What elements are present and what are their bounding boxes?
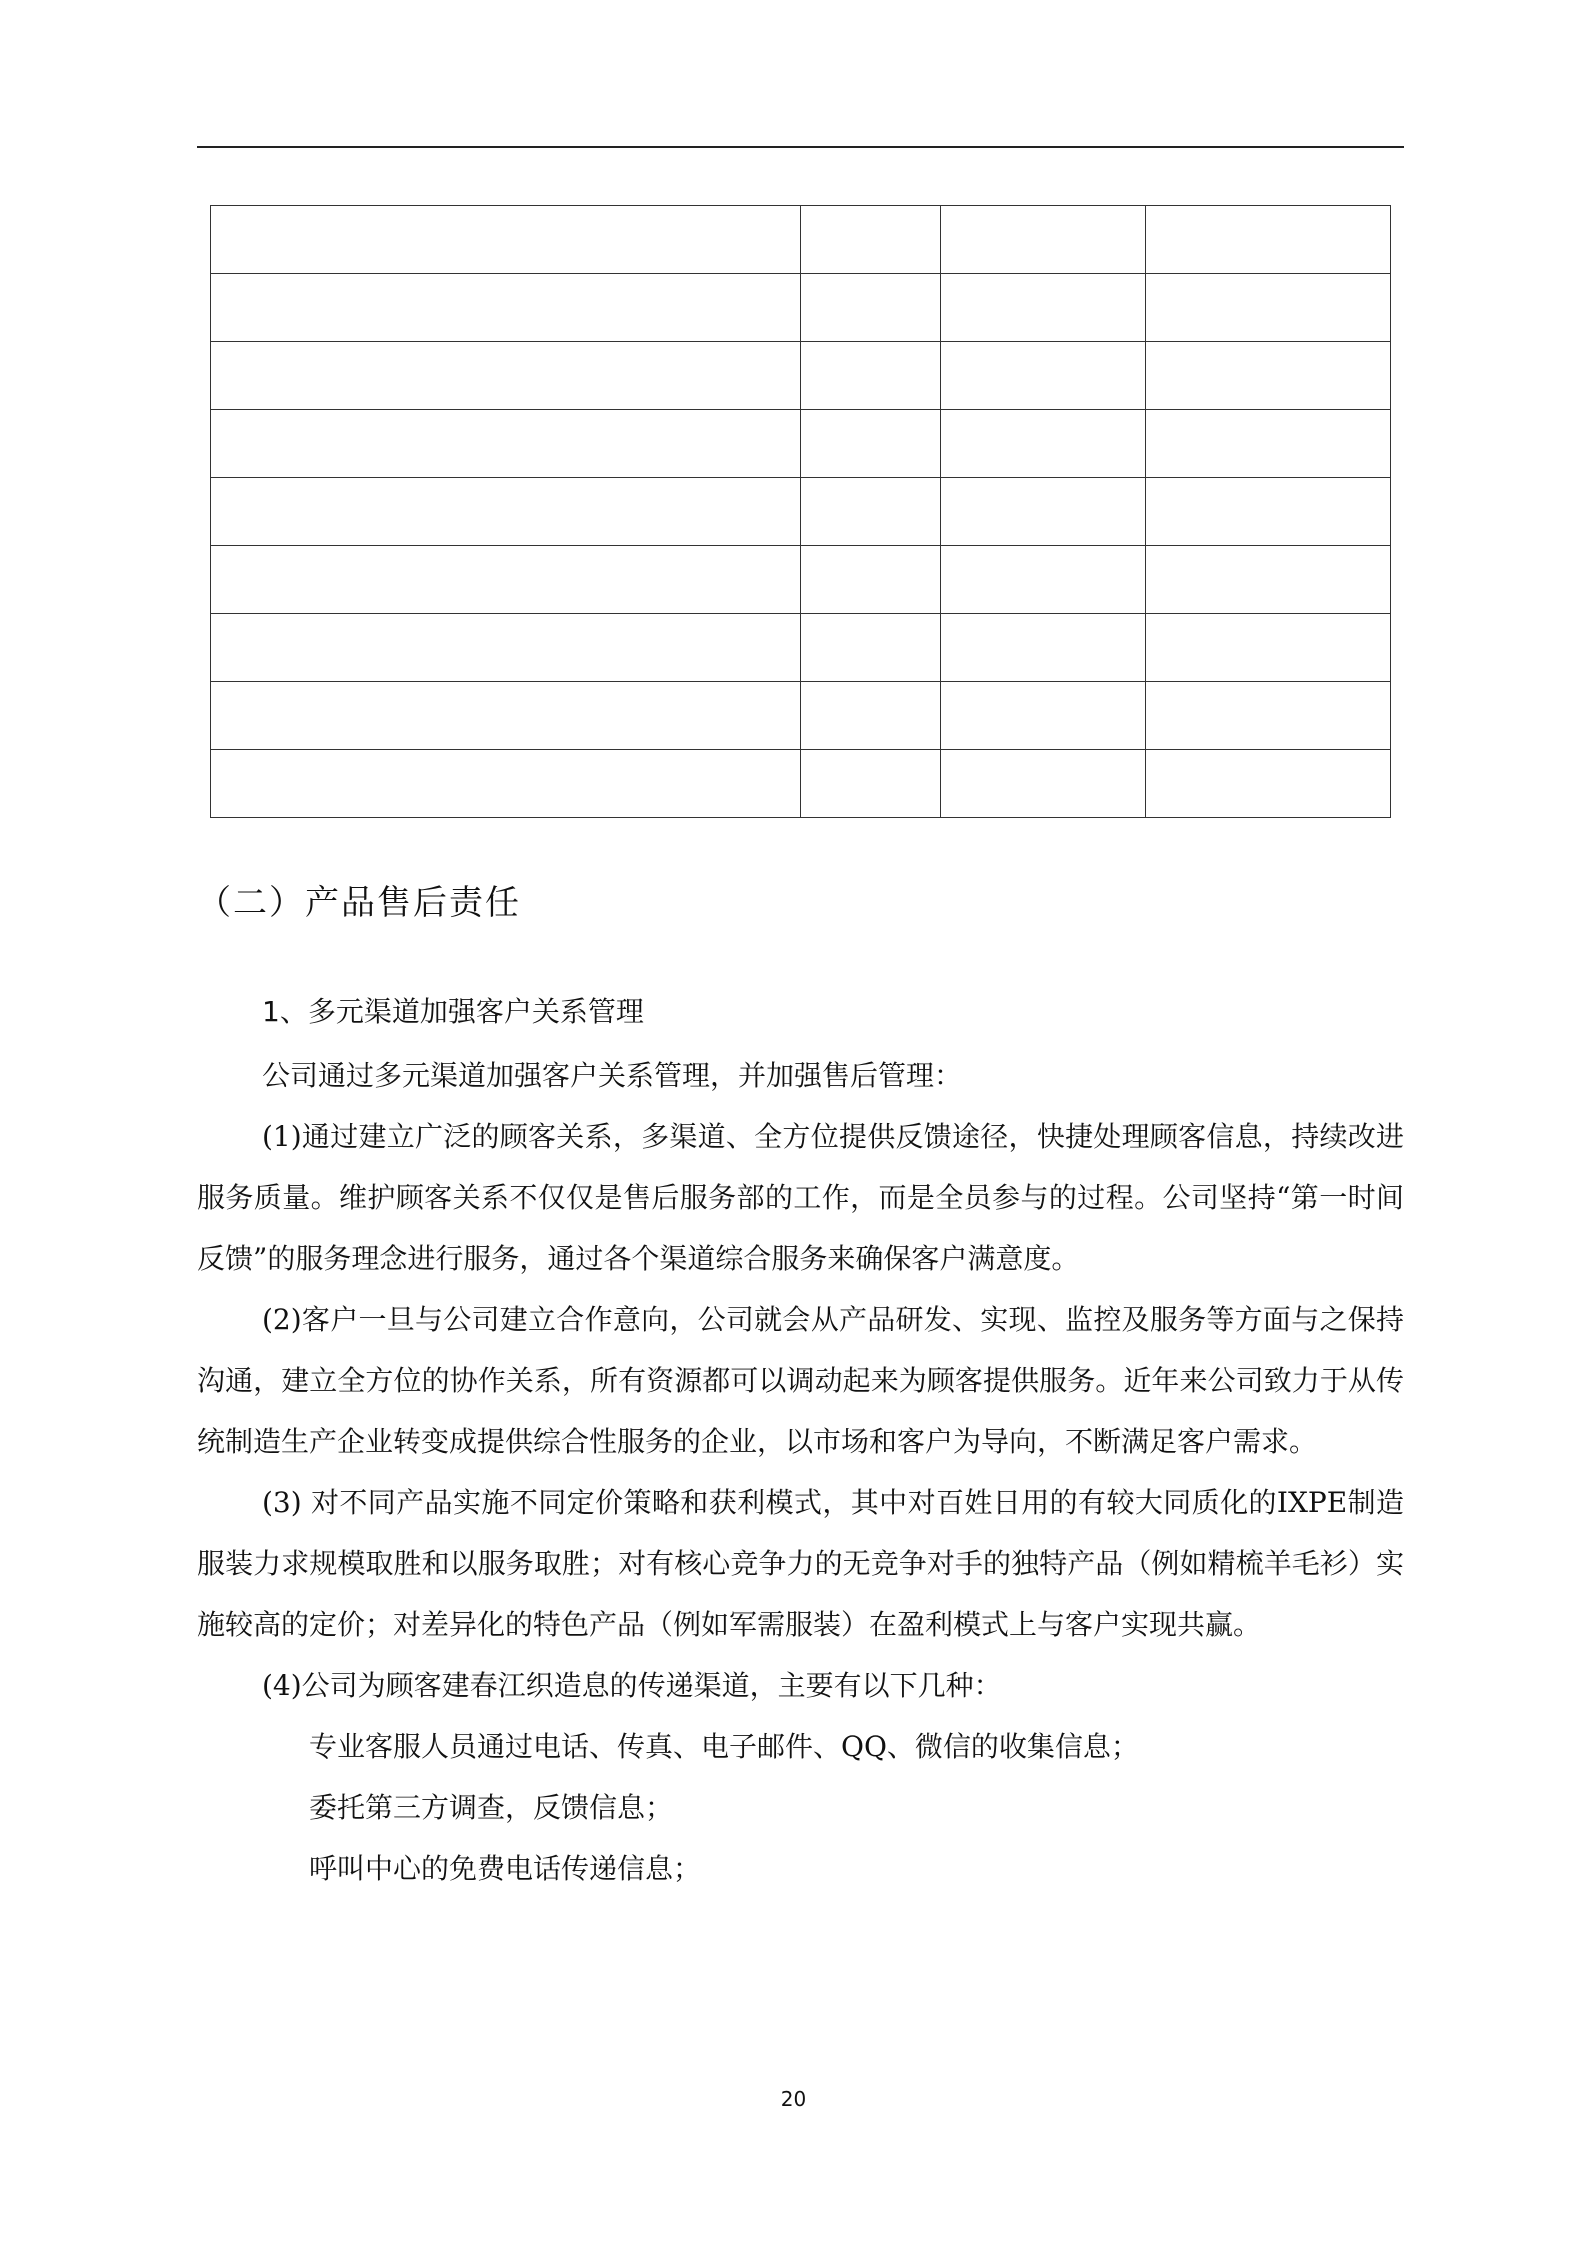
- table-cell: [211, 682, 801, 750]
- table-cell: [1146, 274, 1391, 342]
- table-cell: [801, 682, 941, 750]
- table-cell: [211, 274, 801, 342]
- table-cell: [1146, 410, 1391, 478]
- table-cell: [801, 614, 941, 682]
- section-title: （二）产品售后责任: [197, 883, 521, 923]
- table-cell: [211, 478, 801, 546]
- table-cell: [941, 750, 1146, 818]
- channel-item: 呼叫中心的免费电话传递信息；: [309, 1852, 702, 1885]
- paragraph-2: (2)客户一旦与公司建立合作意向，公司就会从产品研发、实现、监控及服务等方面与之保持沟通，建立全方位的协作关系，所有资源都可以调动起来为顾客提供服务。近年来公司致力于从传统制造生产企业转变成提供综合性服务的企业，以市场和客户为导向，不断满足客户需求。: [197, 1303, 1404, 1458]
- table-cell: [801, 750, 941, 818]
- table-cell: [1146, 342, 1391, 410]
- header-rule: [197, 146, 1404, 148]
- table-row: [211, 682, 1391, 750]
- table-cell: [941, 342, 1146, 410]
- table-cell: [941, 546, 1146, 614]
- table-cell: [941, 614, 1146, 682]
- table-row: [211, 750, 1391, 818]
- channel-item: 专业客服人员通过电话、传真、电子邮件、QQ、微信的收集信息；: [309, 1730, 1139, 1763]
- table-cell: [941, 682, 1146, 750]
- table-cell: [941, 478, 1146, 546]
- table-cell: [1146, 614, 1391, 682]
- table-cell: [211, 750, 801, 818]
- page-number: 20: [780, 2087, 807, 2111]
- table-row: [211, 274, 1391, 342]
- table-cell: [801, 546, 941, 614]
- table-cell: [941, 274, 1146, 342]
- table-cell: [211, 342, 801, 410]
- paragraph-4: (4)公司为顾客建春江织造息的传递渠道，主要有以下几种：: [262, 1669, 1002, 1702]
- table-cell: [1146, 750, 1391, 818]
- paragraph-1: (1)通过建立广泛的顾客关系，多渠道、全方位提供反馈途径，快捷处理顾客信息，持续改进服务质量。维护顾客关系不仅仅是售后服务部的工作，而是全员参与的过程。公司坚持“第一时间反馈”的服务理念进行服务，通过各个渠道综合服务来确保客户满意度。: [197, 1120, 1404, 1275]
- table-cell: [211, 410, 801, 478]
- table-cell: [1146, 546, 1391, 614]
- body-text: [197, 1045, 1404, 1899]
- table-cell: [801, 274, 941, 342]
- table-row: [211, 478, 1391, 546]
- paragraph-3: (3) 对不同产品实施不同定价策略和获利模式，其中对百姓日用的有较大同质化的IXPE制造服装力求规模取胜和以服务取胜；对有核心竞争力的无竞争对手的独特产品（例如精梳羊毛衫）实施较高的定价；对差异化的特色产品（例如军需服装）在盈利模式上与客户实现共赢。: [197, 1486, 1404, 1641]
- table-cell: [801, 410, 941, 478]
- table-cell: [801, 342, 941, 410]
- table-row: [211, 342, 1391, 410]
- table-row: [211, 546, 1391, 614]
- table-cell: [801, 206, 941, 274]
- table-row: [211, 410, 1391, 478]
- table-cell: [941, 206, 1146, 274]
- table-cell: [801, 478, 941, 546]
- table-row: [211, 206, 1391, 274]
- channel-item: 委托第三方调查，反馈信息；: [309, 1791, 674, 1824]
- blank-table: [210, 205, 1391, 818]
- table-cell: [1146, 206, 1391, 274]
- table-cell: [211, 546, 801, 614]
- table-cell: [211, 614, 801, 682]
- table-row: [211, 614, 1391, 682]
- table-cell: [211, 206, 801, 274]
- table-cell: [1146, 682, 1391, 750]
- table-cell: [941, 410, 1146, 478]
- table-cell: [1146, 478, 1391, 546]
- subsection-title: 1、多元渠道加强客户关系管理: [262, 995, 644, 1028]
- paragraph-intro: 公司通过多元渠道加强客户关系管理，并加强售后管理：: [262, 1059, 963, 1092]
